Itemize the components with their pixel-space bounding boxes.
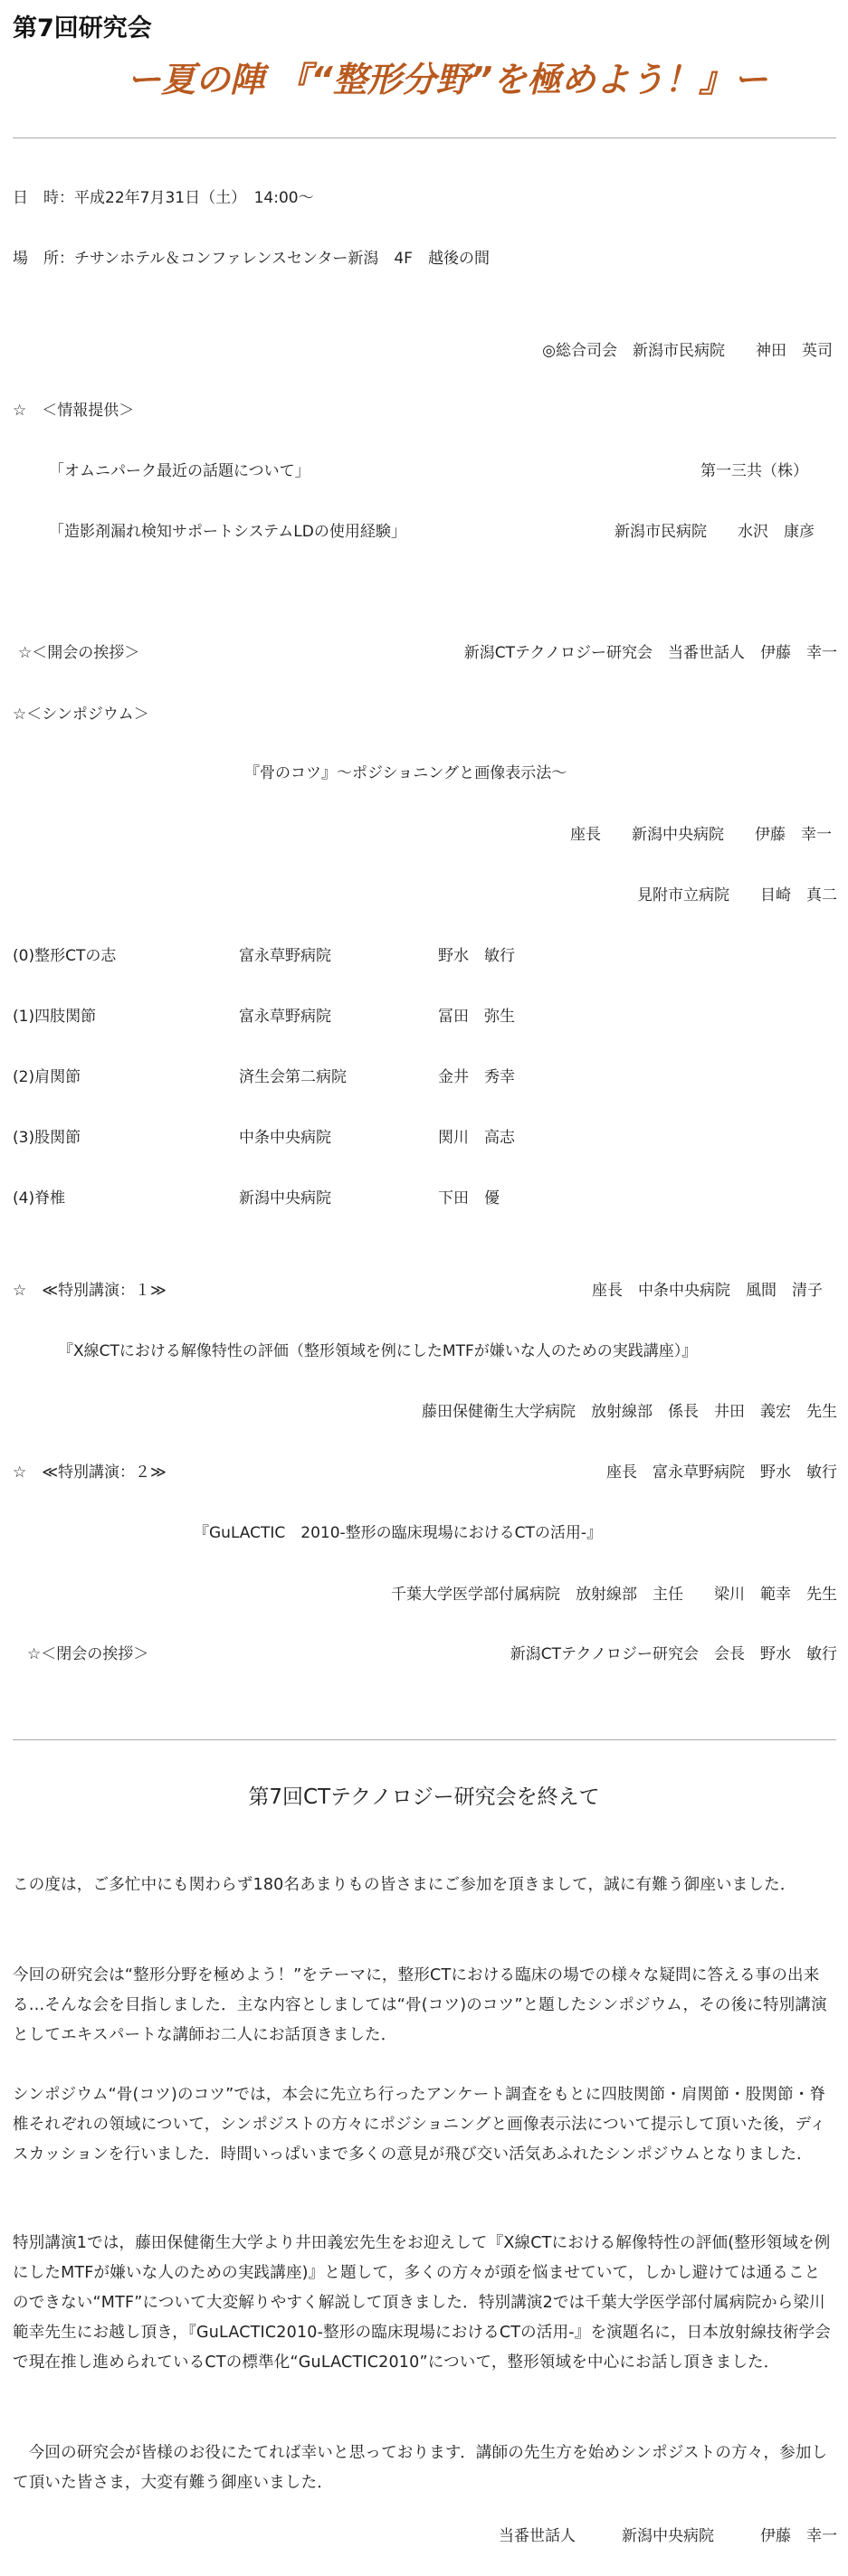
symposium-chair: 座長 新潟中央病院 伊藤 幸一 <box>570 826 832 844</box>
divider-top <box>13 137 836 138</box>
opening-speaker: 新潟CTテクノロジー研究会 当番世話人 伊藤 幸一 <box>463 644 837 662</box>
info-provision-heading: ☆ ＜情報提供＞ <box>13 402 135 420</box>
symposium-chair: 見附市立病院 目崎 真二 <box>637 886 837 904</box>
special1-heading: ☆ ≪特別講演：１≫ <box>13 1282 167 1300</box>
talk-topic: (1)四肢関節 <box>13 1008 97 1026</box>
info-item-presenter: 新潟市民病院 水沢 康彦 <box>615 523 815 541</box>
talk-topic: (2)肩関節 <box>13 1068 81 1086</box>
talk-hospital: 新潟中央病院 <box>239 1189 331 1208</box>
info-item-presenter: 第一三共（株） <box>700 462 808 480</box>
special2-speaker: 千葉大学医学部付属病院 放射線部 主任 梁川 範幸 先生 <box>391 1586 837 1604</box>
report-paragraph: この度は，ご多忙中にも関わらず180名あまりもの皆さまにご参加を頂きまして，誠に有難う御座いました． <box>13 1876 796 1894</box>
special1-title: 『X線CTにおける解像特性の評価（整形領域を例にしたMTFが嫌いな人のための実践講座）』 <box>58 1342 698 1360</box>
report-signature: 当番世話人 新潟中央病院 伊藤 幸一 <box>499 2527 837 2545</box>
closing-speaker: 新潟CTテクノロジー研究会 会長 野水 敏行 <box>510 1645 837 1663</box>
talk-topic: (0)整形CTの志 <box>13 947 117 965</box>
report-paragraph: 今回の研究会が皆様のお役にたてれば幸いと思っております．講師の先生方を始めシンポジストの方々，参加して頂いた皆さま，大変有難う御座いました． <box>13 2444 828 2492</box>
talk-topic: (4)脊椎 <box>13 1189 66 1208</box>
report-paragraph: 今回の研究会は“整形分野を極めよう！”をテーマに，整形CTにおける臨床の場での様々な疑問に答える事の出来る…そんな会を目指しました．主な内容としましては“骨(コツ)のコツ”と題したシンポジウム，その後に特別講演としてエキスパートな講師お二人にお話頂きました． <box>13 1966 827 2044</box>
info-item-title: 「造影剤漏れ検知サポートシステムLDの使用経験」 <box>49 523 406 541</box>
moderator: ◎総合司会 新潟市民病院 神田 英司 <box>542 342 833 360</box>
talk-speaker: 野水 敏行 <box>438 947 515 965</box>
special2-chair: 座長 富永草野病院 野水 敏行 <box>606 1463 837 1482</box>
talk-hospital: 済生会第二病院 <box>239 1068 347 1086</box>
closing-label: ☆＜閉会の挨拶＞ <box>27 1645 149 1663</box>
divider-bottom <box>13 1739 836 1740</box>
page-title: 第7回研究会 <box>13 14 152 43</box>
info-item-title: 「オムニパーク最近の話題について」 <box>49 462 310 480</box>
event-venue: 場 所：チサンホテル＆コンファレンスセンター新潟 4F 越後の間 <box>13 250 490 268</box>
talk-hospital: 中条中央病院 <box>239 1129 331 1147</box>
special1-speaker: 藤田保健衛生大学病院 放射線部 係長 井田 義宏 先生 <box>422 1403 837 1421</box>
symposium-theme: 『骨のコツ』〜ポジショニングと画像表示法〜 <box>244 764 567 782</box>
talk-speaker: 関川 高志 <box>438 1129 515 1147</box>
talk-speaker: 下田 優 <box>438 1189 500 1208</box>
opening-label: ☆＜開会の挨拶＞ <box>18 644 140 662</box>
event-subtitle: ー夏の陣 『“整形分野”を極めよう！』ー <box>127 60 768 99</box>
talk-hospital: 富永草野病院 <box>239 947 331 965</box>
special1-chair: 座長 中条中央病院 風間 清子 <box>592 1282 823 1300</box>
event-date: 日 時：平成22年7月31日（土） 14:00〜 <box>13 189 314 207</box>
talk-hospital: 富永草野病院 <box>239 1008 331 1026</box>
talk-speaker: 金井 秀幸 <box>438 1068 515 1086</box>
symposium-heading: ☆＜シンポジウム＞ <box>13 706 149 724</box>
report-title: 第7回CTテクノロジー研究会を終えて <box>248 1785 600 1809</box>
talk-speaker: 冨田 弥生 <box>438 1008 515 1026</box>
report-paragraph: シンポジウム“骨(コツ)のコツ”では，本会に先立ち行ったアンケート調査をもとに四肢関節・肩関節・股関節・脊椎それぞれの領域について，シンポジストの方々にポジショニングと画像表示法について提示して頂いた後，ディスカッションを行いました．時間いっぱいまで多くの意見が飛び交い活気あふれたシンポジウムとなりました． <box>13 2086 826 2164</box>
special2-title: 『GuLACTIC 2010-整形の臨床現場におけるCTの活用-』 <box>194 1524 603 1542</box>
special2-heading: ☆ ≪特別講演：２≫ <box>13 1463 167 1482</box>
report-paragraph: 特別講演1では，藤田保健衛生大学より井田義宏先生をお迎えして『X線CTにおける解像特性の評価(整形領域を例にしたMTFが嫌いな人のための実践講座)』と題して，多くの方々が頭を悩ませていて，しかし避けては通ることのできない“MTF”について大変解りやすく解説して頂きました．特別講演2では千葉大学医学部付属病院から梁川範幸先生にお越し頂き，『GuLACTIC2010-整形の臨床現場におけるCTの活用-』を演題名に，日本放射線技術学会で現在推し進められているCTの標準化“GuLACTIC2010”について，整形領域を中心にお話し頂きました． <box>13 2234 831 2372</box>
talk-topic: (3)股関節 <box>13 1129 81 1147</box>
